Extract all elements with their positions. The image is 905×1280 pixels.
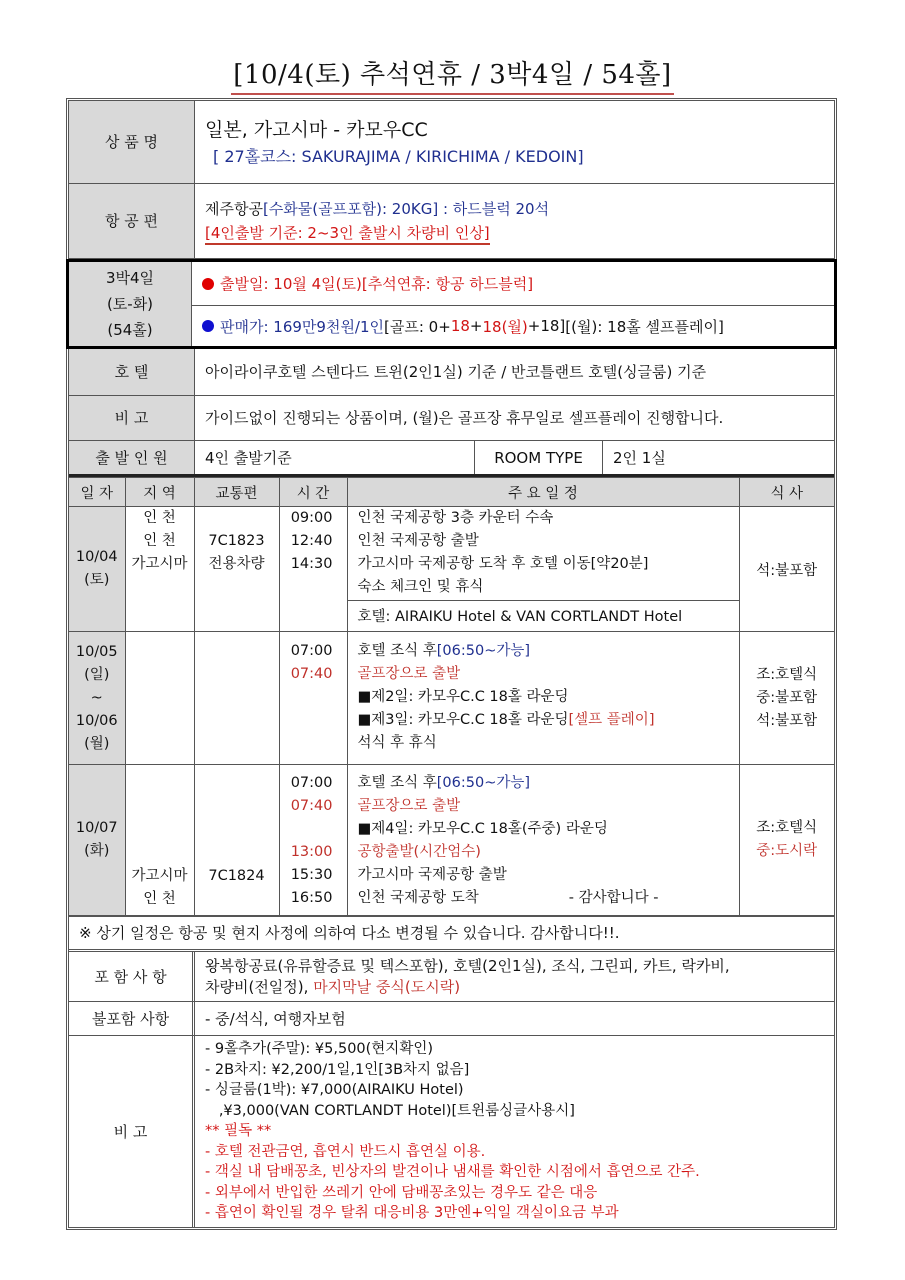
- day3-plans: 호텔 조식 후[06:50~가능] 골프장으로 출발 ■제4일: 카모우C.C 18홀(주중) 라운딩 공항출발(시간엄수) 가고시마 국제공항 출발 인천 국제공항 도착 - 감사합니다 -: [347, 765, 739, 916]
- product-name: 일본, 가고시마 - 카모우CC: [205, 119, 428, 141]
- header-region: 지 역: [125, 478, 194, 507]
- product-row: [69, 101, 834, 184]
- product-courses: [ 27홀코스: SAKURAJIMA / KIRICHIMA / KEDOIN]: [213, 147, 584, 166]
- blue-bullet-icon: [202, 320, 214, 332]
- trip-row: [66, 259, 837, 349]
- remark-value: 가이드없이 진행되는 상품이며, (월)은 골프장 휴무일로 셀프플레이 진행합니다.: [205, 409, 724, 427]
- header-transport: 교통편: [194, 478, 279, 507]
- excluded-value: - 중/석식, 여행자보험: [205, 1009, 346, 1028]
- flight-airline: 제주항공: [205, 200, 263, 218]
- flight-baggage: [수화물(골프포함): 20KG]: [262, 200, 439, 218]
- room-type-value: 2인 1실: [613, 449, 666, 467]
- departure-people-row: [69, 441, 834, 477]
- tour-info-table: [66, 98, 837, 1230]
- flight-label: 항 공 편: [69, 184, 195, 258]
- notes-label: 비 고: [69, 1036, 195, 1227]
- header-meal: 식 사: [739, 478, 834, 507]
- day1-regions: 인 천 인 천 가고시마: [125, 507, 194, 632]
- schedule-day1-row: [69, 507, 834, 601]
- schedule-header-row: [69, 478, 834, 507]
- included-line2-highlight: 마지막날 중식(도시락): [313, 977, 461, 996]
- day3-regions: 가고시마 인 천: [125, 765, 194, 916]
- day1-transport: 7C1823 전용차량: [194, 507, 279, 632]
- remark-label: 비 고: [69, 396, 195, 440]
- schedule-note: ※ 상기 일정은 항공 및 현지 사정에 의하여 다소 변경될 수 있습니다. 감사합니다!!.: [69, 916, 834, 952]
- hotel-value: 아이라이쿠호텔 스텐다드 트윈(2인1실) 기준 / 반코틀랜트 호텔(싱글룸) 기준: [205, 363, 707, 381]
- flight-row: [69, 184, 834, 259]
- day2-times: 07:00 07:40: [279, 632, 347, 765]
- day1-date: 10/04 (토): [69, 507, 125, 632]
- included-row: [69, 952, 834, 1002]
- day2-regions: [125, 632, 194, 765]
- red-bullet-icon: [202, 278, 214, 290]
- day3-meals: 조:호텔식 중:도시락: [739, 765, 834, 916]
- departure-date-line: 출발일: 10월 4일(토)[추석연휴: 항공 하드블럭]: [192, 262, 834, 306]
- excluded-row: [69, 1002, 834, 1036]
- day1-meals: 석:불포함: [739, 507, 834, 632]
- hotel-label: 호 텔: [69, 349, 195, 395]
- notes-value: - 9홀추가(주말): ¥5,500(현지확인) - 2B차지: ¥2,200/1일,1인[3B차지 없음] - 싱글룸(1박): ¥7,000(AIRAIKU Hotel) ,¥3,000(VAN CORTLANDT Hotel)[트윈룸싱글사용시] ** 필독 ** - 호텔 전관금연, 흡연시 반드시 흡연실 이용. - 객실 내 담배꽁초, 빈상자의 발견이나 냄새를 확인한 시점에서 흡연으로 간주. - 외부에서 반입한 쓰레기 안에 담배꽁초있는 경우도 같은 대응 - 흡연이 확인될 경우 탈취 대응비용 3만엔+익일 객실이요금 부과: [205, 1041, 700, 1222]
- day3-times: 07:00 07:40 13:00 15:30 16:50: [279, 765, 347, 916]
- notes-row: [69, 1036, 834, 1227]
- page-title: [10/4(토) 추석연휴 / 3박4일 / 54홀]: [0, 58, 905, 95]
- departure-people-value: 4인 출발기준: [195, 441, 475, 474]
- day2-plans: 호텔 조식 후[06:50~가능] 골프장으로 출발 ■제2일: 카모우C.C 18홀 라운딩 ■제3일: 카모우C.C 18홀 라운딩[셀프 플레이] 석식 후 휴식: [347, 632, 739, 765]
- day1-hotel: 호텔: AIRAIKU Hotel & VAN CORTLANDT Hotel: [347, 600, 739, 631]
- departure-people-label: 출 발 인 원: [69, 441, 195, 474]
- header-date: 일 자: [69, 478, 125, 507]
- remark-row: [69, 396, 834, 441]
- schedule-table: [69, 477, 834, 916]
- price-line: 판매가: 169만9천원/1인 [골프: 0+ 18 + 18(월) +18] [(월): 18홀 셀프플레이]: [192, 306, 834, 346]
- included-label: 포 함 사 항: [69, 952, 195, 1001]
- day2-transport: [194, 632, 279, 765]
- day1-times: 09:00 12:40 14:30: [279, 507, 347, 632]
- header-time: 시 간: [279, 478, 347, 507]
- day2-date: 10/05 (일) ~ 10/06 (월): [69, 632, 125, 765]
- excluded-label: 불포함 사항: [69, 1002, 195, 1035]
- day3-date: 10/07 (화): [69, 765, 125, 916]
- flight-block: : 하드블럭 20석: [438, 200, 550, 218]
- product-label: 상 품 명: [69, 101, 195, 183]
- schedule-day3-row: [69, 765, 834, 916]
- flight-notice: [4인출발 기준: 2~3인 출발시 차량비 인상]: [205, 223, 490, 245]
- trip-label: 3박4일 (토-화) (54홀): [69, 262, 192, 346]
- included-line2: 차량비(전일정),: [205, 977, 314, 996]
- hotel-row: [69, 349, 834, 396]
- room-type-label: ROOM TYPE: [475, 441, 603, 474]
- day1-plans: 인천 국제공항 3층 카운터 수속 인천 국제공항 출발 가고시마 국제공항 도착 후 호텔 이동[약20분] 숙소 체크인 및 휴식: [347, 507, 739, 601]
- day3-transport: 7C1824: [194, 765, 279, 916]
- schedule-day2-row: [69, 632, 834, 765]
- included-line1: 왕복항공료(유류할증료 및 텍스포함), 호텔(2인1실), 조식, 그린피, 카트, 락카비,: [205, 956, 730, 975]
- header-plan: 주 요 일 정: [347, 478, 739, 507]
- day2-meals: 조:호텔식 중:불포함 석:불포함: [739, 632, 834, 765]
